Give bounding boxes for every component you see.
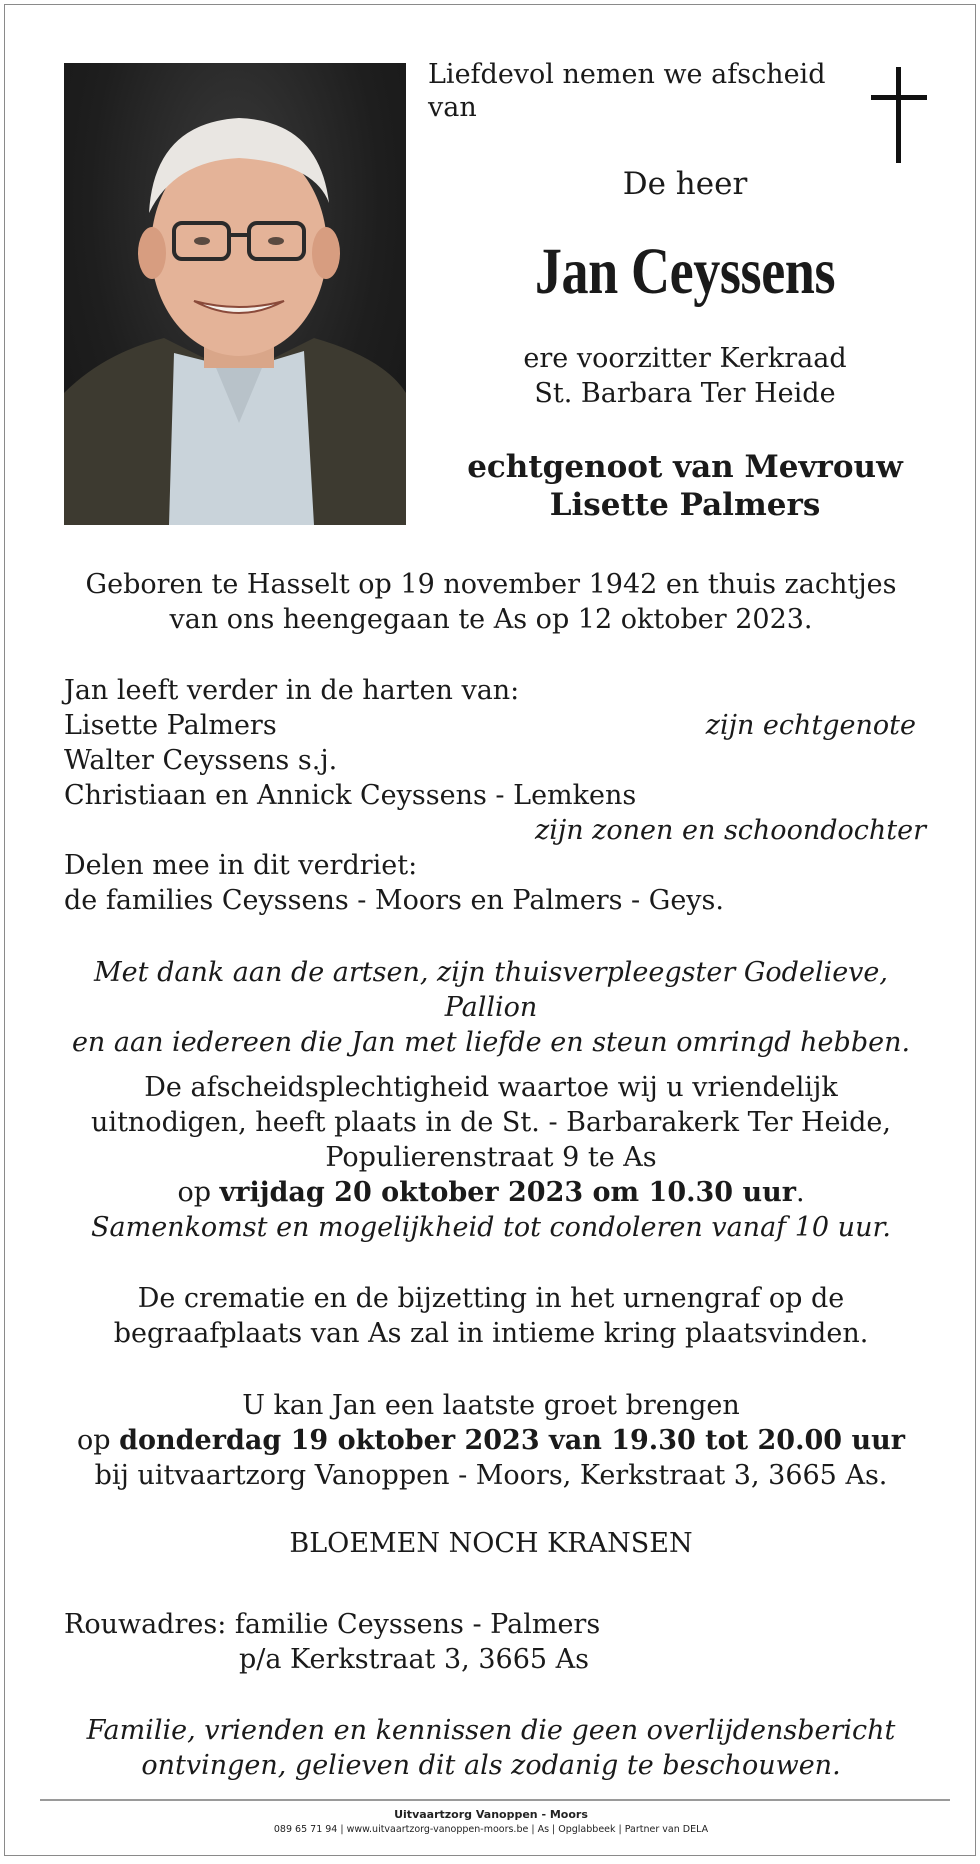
deceased-name: Jan Ceyssens [534, 235, 836, 308]
cremation-info: De crematie en de bijzetting in het urnengraf op de begraafplaats van As zal in intieme kring plaatsvinden. [113, 1283, 869, 1349]
thanks-text: Met dank aan de artsen, zijn thuisverpleegster Godelieve, Pallion en aan iedereen die Jan met liefde en steun omringd hebben. [71, 957, 911, 1058]
funeral-home-name: Uitvaartzorg Vanoppen - Moors [394, 1808, 588, 1821]
mourners-heading: Jan leeft verder in de harten van: [64, 675, 520, 706]
cross-icon [871, 67, 927, 163]
list-item: Christiaan en Annick Ceyssens - Lemkens [64, 780, 637, 811]
mourners-list [64, 673, 926, 918]
footer-divider [40, 1799, 950, 1801]
list-item: de families Ceyssens - Moors en Palmers - Geys. [64, 885, 724, 916]
share-heading: Delen mee in dit verdriet: [64, 850, 418, 881]
list-item: zijn zonen en schoondochter [534, 815, 926, 846]
flowers-notice: BLOEMEN NOCH KRANSEN [289, 1528, 693, 1559]
portrait-photo [64, 63, 406, 525]
obituary-card [4, 4, 976, 1856]
visitation-info: U kan Jan een laatste groet brengen op donderdag 19 oktober 2023 van 19.30 tot 20.00 uur bij uitvaartzorg Vanoppen - Moors, Kerkstraat 3, 3665 As. [77, 1390, 905, 1491]
list-item: Walter Ceyssens s.j. [64, 745, 338, 776]
mourning-address: Rouwadres: familie Ceyssens - Palmers p/a Kerkstraat 3, 3665 As [64, 1609, 601, 1675]
list-item: Lisette Palmers zijn echtgenote [64, 710, 916, 741]
closing-notice: Familie, vrienden en kennissen die geen overlijdensbericht ontvingen, gelieven dit als zodanig te beschouwen. [86, 1715, 896, 1781]
honorary-title: ere voorzitter Kerkraad St. Barbara Ter Heide [523, 343, 847, 409]
salutation: De heer [622, 166, 748, 202]
ceremony-info: De afscheidsplechtigheid waartoe wij u vriendelijk uitnodigen, heeft plaats in de St. - Barbarakerk Ter Heide, Populierenstraat 9 te As op vrijdag 20 oktober 2023 om 10.30 uur. Samenkomst en mogelijkheid tot condoleren vanaf 10 uur. [91, 1072, 891, 1243]
funeral-home-details: 089 65 71 94 | www.uitvaartzorg-vanoppen-moors.be | As | Opglabbeek | Partner van DELA [273, 1824, 709, 1835]
spouse-line: echtgenoot van Mevrouw Lisette Palmers [467, 449, 903, 523]
birth-death-text: Geboren te Hasselt op 19 november 1942 en thuis zachtjes van ons heengegaan te As op 12 oktober 2023. [85, 569, 897, 635]
intro-text: Liefdevol nemen we afscheid van [428, 59, 826, 123]
